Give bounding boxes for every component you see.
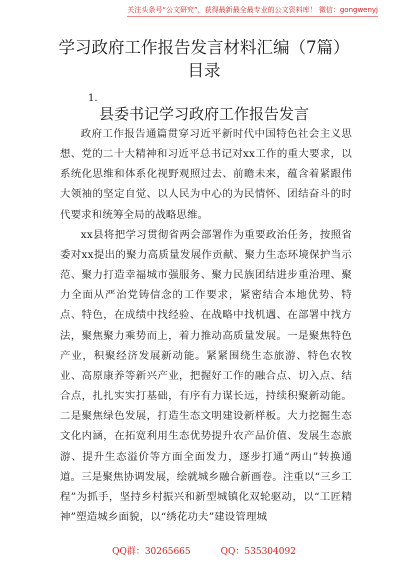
table-of-contents-heading: 目录	[187, 61, 221, 80]
promo-banner-text[interactable]: 关注头条号“公文研究”，获得最新最全最专业的公文资料库！ 微信：gongwenyj	[127, 5, 378, 17]
section-heading: 县委书记学习政府工作报告发言	[98, 105, 309, 123]
document-body	[60, 124, 352, 527]
document-title: 学习政府工作报告发言材料汇编（7篇）	[58, 38, 350, 57]
paragraph: xx县将把学习贯彻省两会部署作为重要政治任务，按照省委对xx提出的聚力高质量发展作贡献、聚力生态环境保护当示范、聚力打造幸福城市强服务、聚力民族团结进步重治理、聚力全面从严治党铸信念的工作要求，紧密结合本地优势、特点、特色，在成绩中找经验、在战略中找机遇、在部署中找方法，聚焦聚力乘势而上，着力推动高质量发展。一是聚焦特色产业，积聚经济发展新动能。紧紧围绕生态旅游、特色农牧业、高原康养等新兴产业，把握好工作的融合点、切入点、结合点，扎扎实实打基础，有序有力谋长远，持续积聚新动能。二是聚焦绿色发展，打造生态文明建设新样板。大力挖掘生态文化内涵，在拓宽利用生态优势提升农产品价值、发展生态旅游、提升生态溢价等方面全面发力，逐步打通“两山”转换通道。三是聚焦协调发展，绘就城乡融合新画卷。注重以“三乡工程”为抓手，坚持乡村振兴和新型城镇化双轮驱动，以“工匠精神”塑造城乡面貌，以“绣花功夫”建设管理城	[60, 228, 352, 523]
qq-group-number: QQ群：30265665	[112, 546, 191, 557]
section-number: 1.	[88, 93, 98, 104]
footer-contact-bar	[0, 540, 408, 560]
qq-contact-number: QQ：535304092	[220, 546, 296, 557]
top-banner	[0, 0, 408, 22]
paragraph: 政府工作报告通篇贯穿习近平新时代中国特色社会主义思想、党的二十大精神和习近平总书记对xx工作的重大要求，以系统化思维和体系化视野观照过去、前瞻未来，蕴含着紧跟伟大领袖的坚定自觉、以人民为中心的为民情怀、团结奋斗的时代要求和统筹全局的战略思维。	[60, 128, 352, 221]
